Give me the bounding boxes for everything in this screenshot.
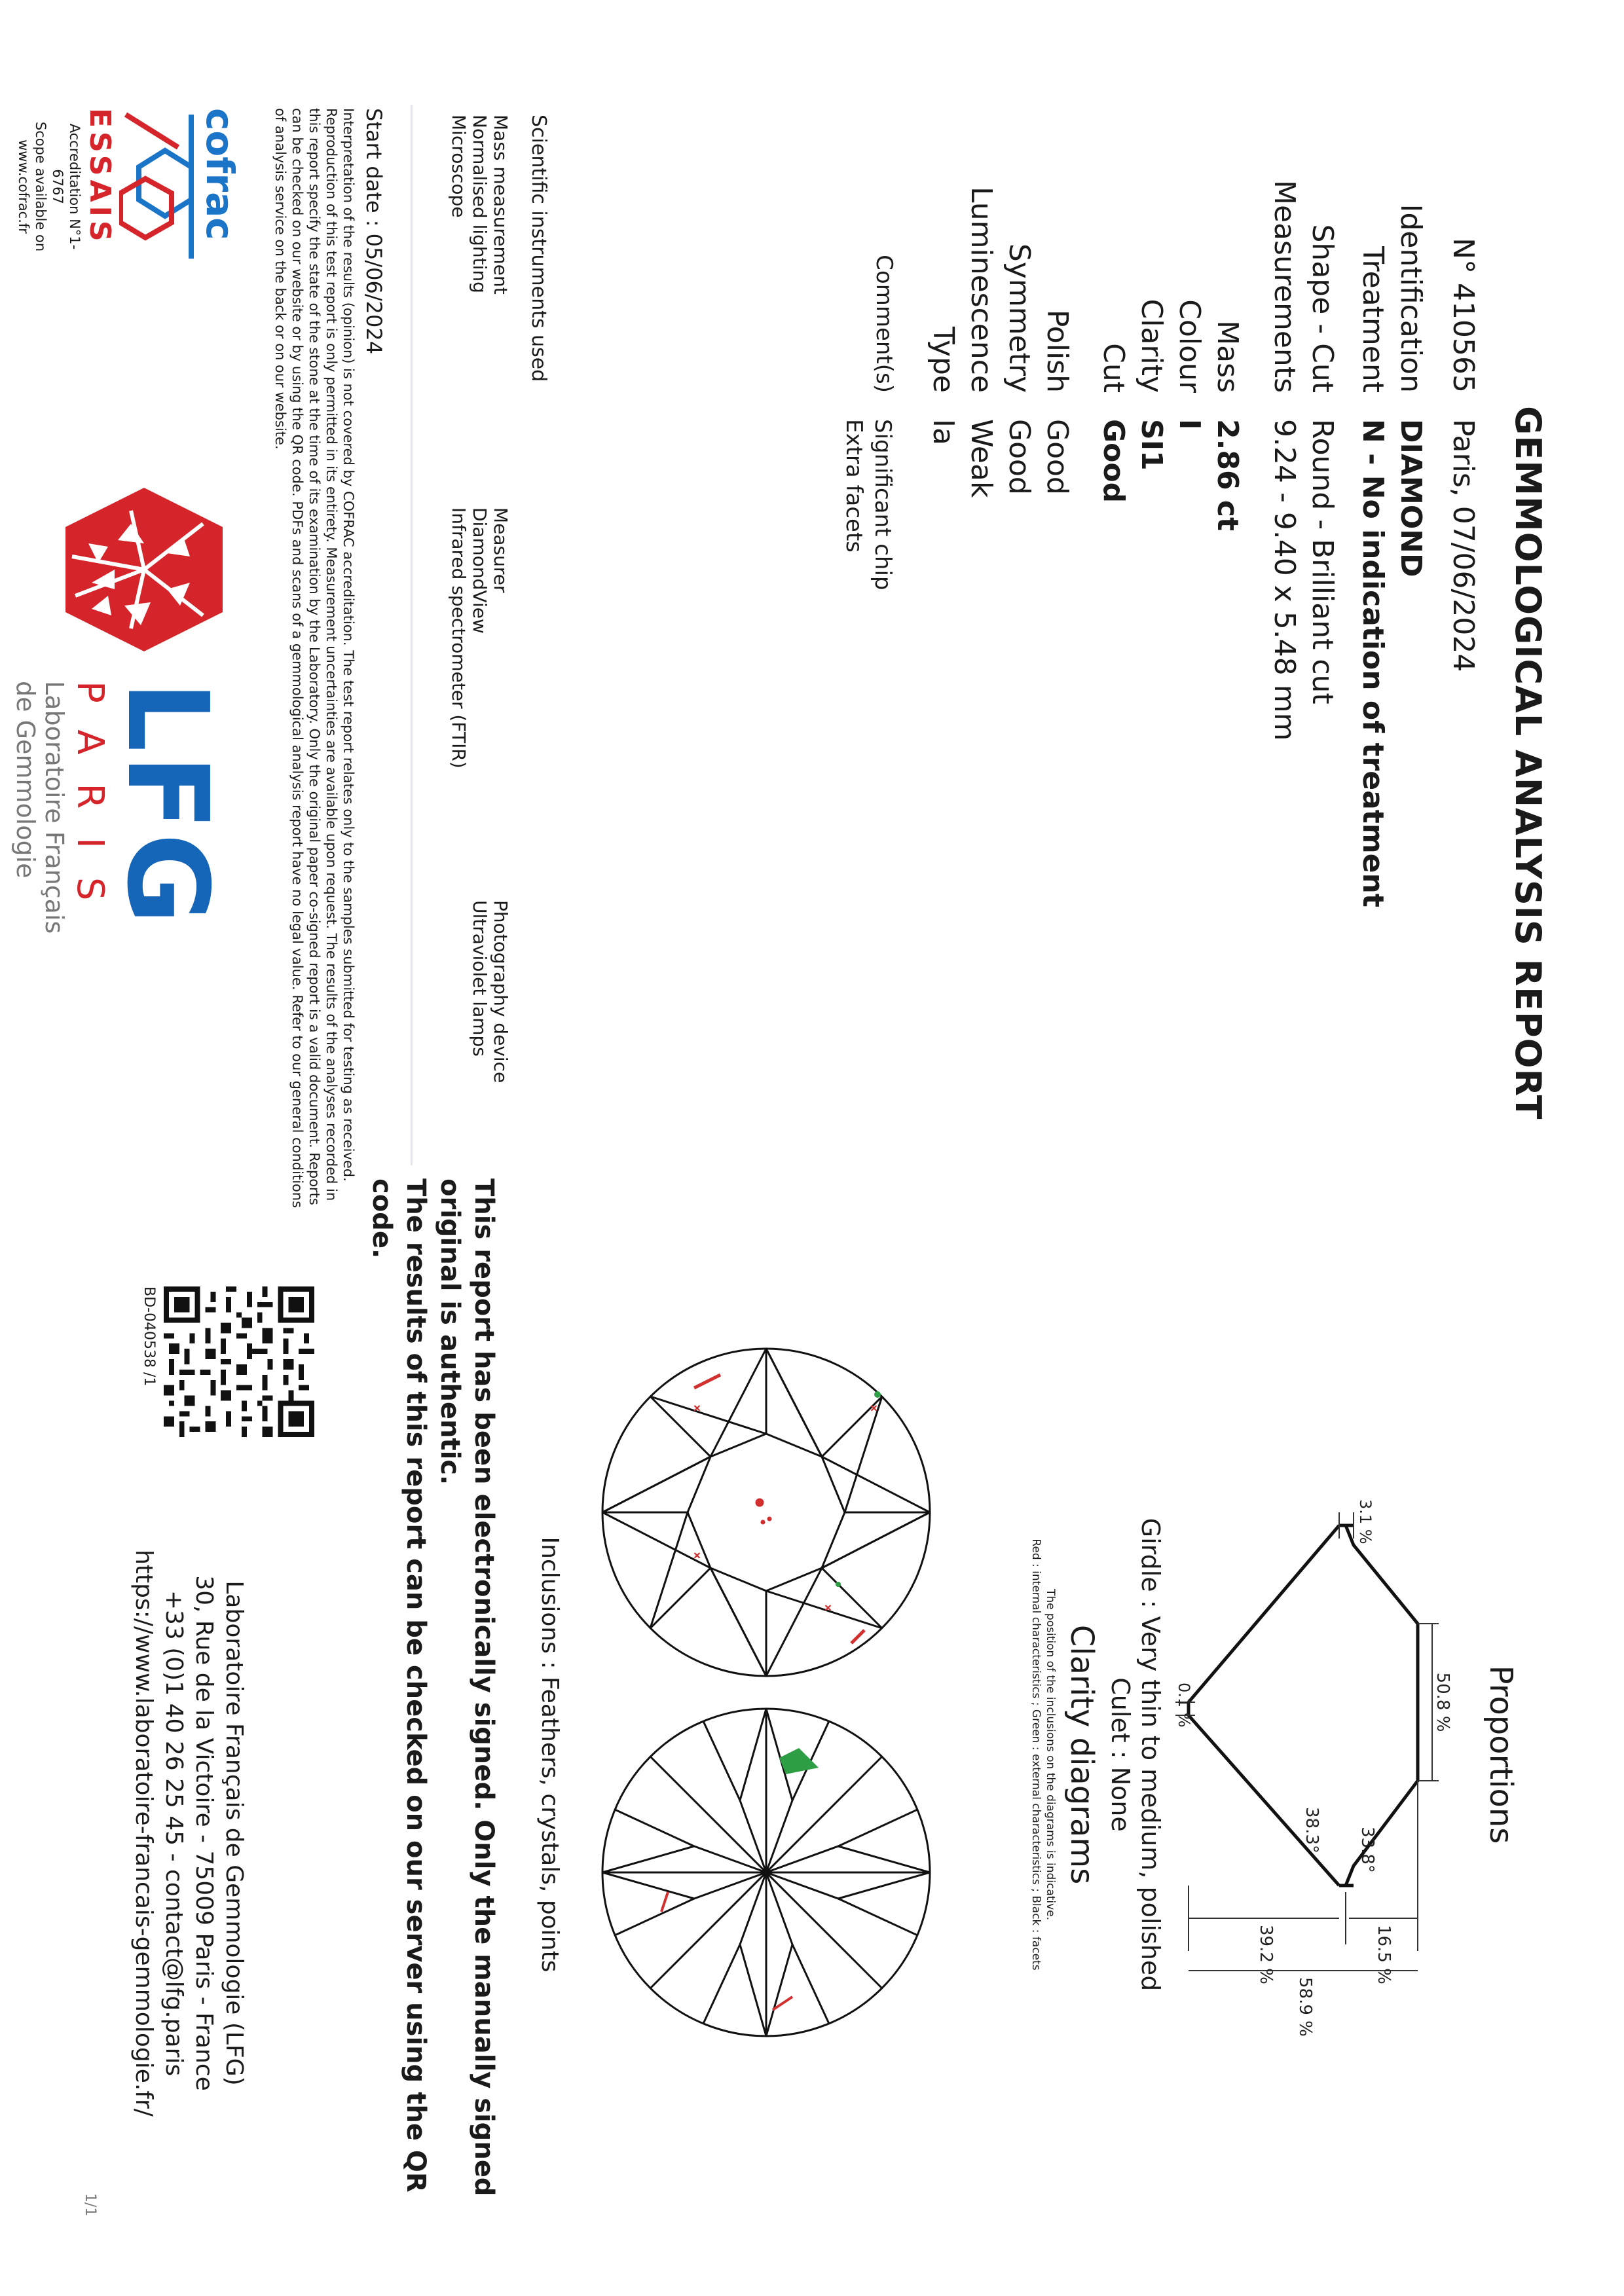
value-colour: I: [1173, 419, 1206, 430]
report-title: GEMMOLOGICAL ANALYSIS REPORT: [1507, 406, 1549, 1120]
page-number: 1/1: [82, 2193, 98, 2217]
value-identification: DIAMOND: [1394, 419, 1428, 577]
instruments-title: Scientific instruments used: [527, 115, 550, 382]
label-colour: Colour: [1173, 299, 1206, 393]
value-polish: Good: [1041, 419, 1074, 495]
essais-word: ESSAIS: [83, 108, 117, 246]
culet-pct: 0.1 %: [1175, 1683, 1193, 1728]
culet-text: Culet : None: [1106, 1677, 1135, 1832]
scope-line-2: www.cofrac.fr: [16, 139, 31, 234]
table-pct: 50.8 %: [1433, 1672, 1452, 1732]
authentication-notice: [365, 1178, 501, 2226]
label-polish: Polish: [1041, 309, 1074, 393]
value-luminescence: Weak: [965, 419, 998, 498]
instrument-cell: Normalised lighting: [469, 115, 490, 293]
girdle-culet-info: [1105, 1493, 1166, 2016]
total-depth-pct: 58.9 %: [1295, 1977, 1315, 2036]
value-cut: Good: [1097, 419, 1130, 503]
value-treatment: N - No indication of treatment: [1356, 419, 1390, 907]
section-divider: [411, 105, 413, 1165]
girdle-text: Girdle : Very thin to medium, polished: [1136, 1518, 1165, 1992]
label-measurements: Measurements: [1268, 180, 1301, 393]
instrument-cell: Photography device: [490, 900, 511, 1084]
scope-line-1: Scope available on: [33, 121, 48, 252]
value-measurements: 9.24 - 9.40 x 5.48 mm: [1268, 419, 1301, 741]
instrument-cell: Measurer: [490, 507, 511, 593]
comment-line: Extra facets: [841, 419, 867, 553]
qr-code-id: BD-040538 /1: [141, 1286, 157, 1387]
lfg-hexagon-logo: [59, 484, 229, 655]
label-cut: Cut: [1097, 343, 1130, 393]
lab-name: Laboratoire Français de Gemmologie (LFG): [221, 1580, 248, 2086]
pavilion-view-diagram: [596, 1702, 936, 2043]
proportions-diagram: [1175, 1499, 1477, 2036]
girdle-pct: 3.1 %: [1356, 1499, 1375, 1544]
label-symmetry: Symmetry: [1003, 243, 1036, 393]
lfg-word: LFG: [102, 681, 232, 927]
comment-line: Significant chip: [870, 419, 896, 591]
lab-address: 30, Rue de la Victoire - 75009 Paris - France: [191, 1575, 217, 2091]
svg-text:×: ×: [868, 1404, 879, 1412]
disclaimer-text: Interpretation of the results (opinion) is not covered by COFRAC accreditation. The test report relates only to the samples submitted for testing as received. Reproduction of this test report is only permitted in its entirety. Measurement uncertainties are available upon request. The results of the analyses recorded in this report specify the state of the stone at the time of its examination by the Laboratory. Only the original paper co-signed report is a valid document. Reports can be checked on our website or by using the QR code. PDFs and scans of a gemmological analysis report have no legal value. Refer to our general conditions of analysis service on the back or on our website.: [272, 108, 356, 1209]
instrument-cell: Mass measurement: [490, 115, 511, 295]
instrument-cell: Infrared spectrometer (FTIR): [448, 507, 470, 769]
label-type: Type: [927, 326, 960, 393]
instrument-cell: DiamondView: [469, 507, 490, 634]
accreditation-number: Accreditation N°1-6767: [50, 123, 83, 250]
report-place-date: Paris, 07/06/2024: [1447, 419, 1480, 672]
clarity-note-1: The position of the inclusions on the diagrams is indicative.: [1044, 1588, 1057, 1921]
start-date: Start date : 05/06/2024: [361, 108, 386, 355]
value-mass: 2.86 ct: [1211, 419, 1244, 531]
value-clarity: SI1: [1135, 419, 1168, 471]
value-type: Ia: [927, 419, 960, 445]
crown-view-diagram: [596, 1342, 936, 1683]
instrument-cell: Microscope: [448, 115, 470, 218]
label-treatment: Treatment: [1356, 246, 1390, 393]
instrument-cell: Ultraviolet lamps: [469, 900, 490, 1057]
auth-line-2: The results of this report can be checked on our server using the QR code.: [367, 1178, 431, 2193]
label-mass: Mass: [1211, 320, 1244, 393]
label-luminescence: Luminescence: [965, 186, 998, 393]
report-number: N° 410565: [1447, 238, 1480, 393]
lab-contact: +33 (0)1 40 26 25 45 - contact@lfg.paris: [160, 1590, 187, 2077]
label-identification: Identification: [1394, 204, 1428, 393]
label-shape-cut: Shape - Cut: [1306, 224, 1339, 393]
cofrac-word: cofrac: [198, 108, 242, 240]
value-symmetry: Good: [1003, 419, 1036, 495]
clarity-title: Clarity diagrams: [1063, 1624, 1100, 1885]
lab-website[interactable]: https://www.laboratoire-francais-gemmologie.fr/: [130, 1550, 157, 2117]
svg-text:×: ×: [692, 1552, 702, 1559]
crown-height-pct: 16.5 %: [1374, 1925, 1393, 1984]
instruments-table: [448, 115, 511, 1228]
pavilion-depth-pct: 39.2 %: [1256, 1925, 1276, 1984]
inclusions-text: Inclusions : Feathers, crystals, points: [536, 1537, 563, 1973]
clarity-note: [1029, 1427, 1058, 2082]
lfg-paris: PARIS: [69, 681, 111, 930]
lfg-sub-1: Laboratoire Français: [40, 681, 69, 934]
lab-contact-block: [128, 1473, 249, 2193]
label-comments: Comment(s): [871, 255, 897, 393]
cofrac-logo: [15, 108, 242, 265]
crown-angle: 33.8°: [1357, 1827, 1377, 1873]
qr-code[interactable]: [164, 1286, 314, 1437]
cofrac-hexagon-mark: [119, 108, 198, 265]
value-shape-cut: Round - Brilliant cut: [1306, 419, 1339, 704]
svg-text:×: ×: [692, 1404, 702, 1412]
label-clarity: Clarity: [1135, 299, 1168, 393]
auth-line-1: This report has been electronically signed. Only the manually signed original is authentic.: [435, 1178, 499, 2196]
lfg-wordmark: [11, 681, 232, 934]
lfg-sub-2: de Gemmologie: [11, 681, 40, 879]
comments-list: [840, 419, 897, 591]
clarity-note-2: Red : internal characteristics ; Green : external characteristics ; Black : facets: [1029, 1539, 1043, 1971]
proportions-title: Proportions: [1483, 1665, 1519, 1844]
svg-text:×: ×: [822, 1604, 833, 1612]
pavilion-angle: 38.3°: [1302, 1807, 1321, 1853]
